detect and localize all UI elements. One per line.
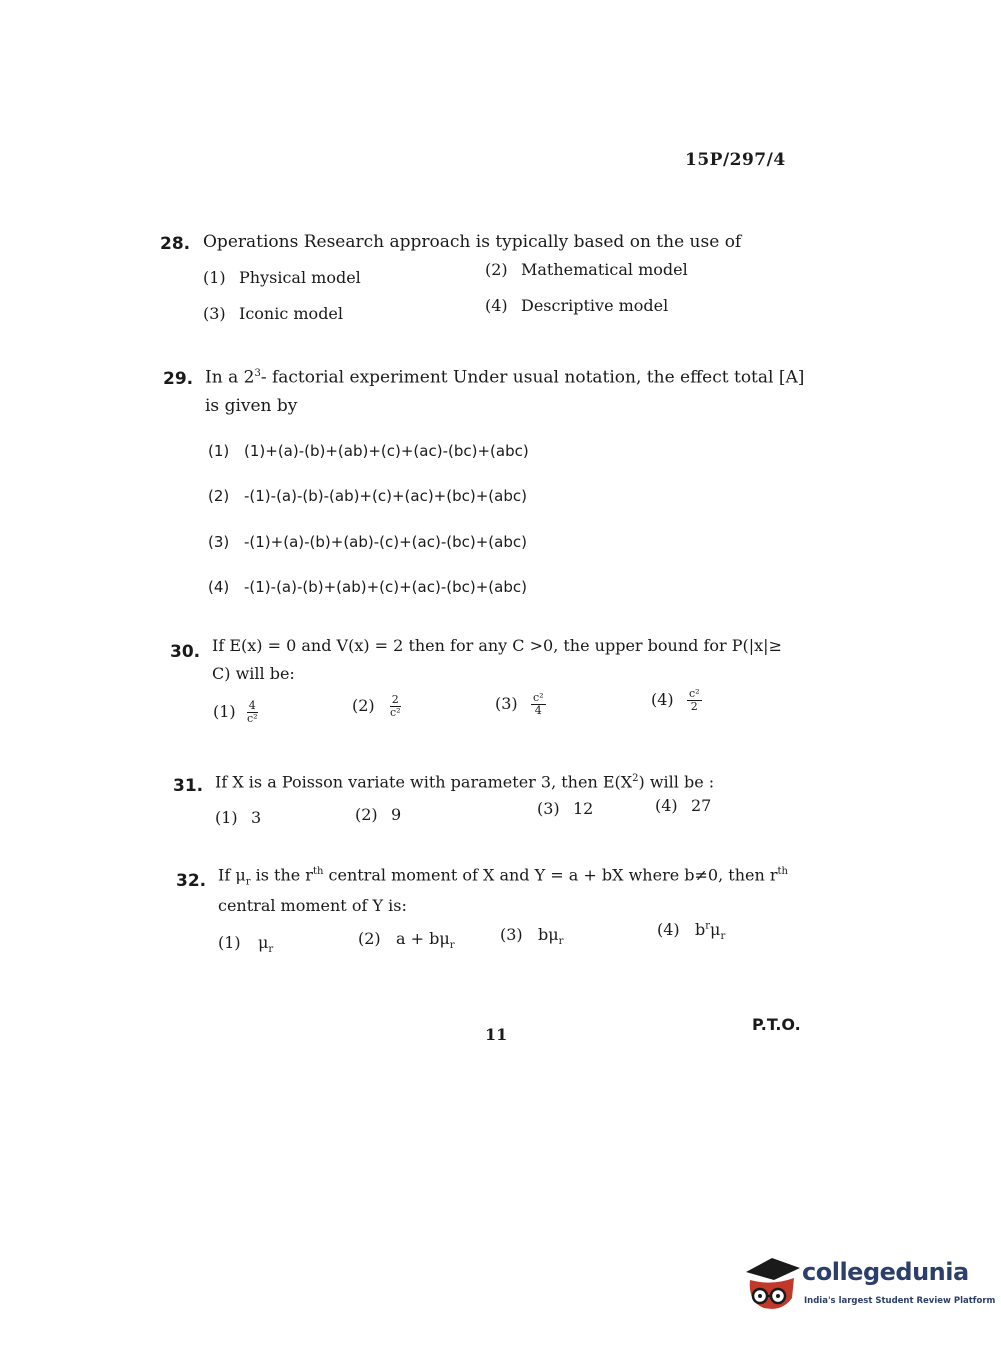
option: (4) $\frac{\text{c²}}{2}$ — [651, 687, 700, 713]
collegedunia-logo — [742, 1250, 996, 1320]
question-text: If E(x) = 0 and V(x) = 2 then for any C >0, the upper bound for P(|x|≥ — [212, 636, 782, 655]
question-text: Operations Research approach is typically based on the use of — [203, 232, 742, 252]
question-number: 31. — [173, 776, 204, 796]
option: (4) 27 — [655, 796, 712, 815]
option: (1) 3 — [215, 808, 262, 827]
option: (3) -(1)+(a)-(b)+(ab)-(c)+(ac)-(bc)+(abc) — [208, 533, 527, 551]
option: (2) 9 — [355, 805, 402, 824]
question-text: If X is a Poisson variate with parameter 3, then $E(X^2)$ will be : — [215, 772, 715, 792]
option: (3) $\frac{\text{c²}}{4}$ — [495, 691, 544, 717]
question-text: If $\mu_r$ is the $r^{th}$ central moment of X and Y = a + bX where b≠0, then $r^{th}$ — [218, 865, 788, 888]
option: (2) $a + b\mu_r$ — [358, 929, 455, 952]
option: (3) Iconic model — [203, 304, 344, 323]
option: (3) $b\mu_r$ — [500, 925, 564, 948]
logo-tagline: India's largest Student Review Platform — [804, 1296, 996, 1306]
option: (1) (1)+(a)-(b)+(ab)+(c)+(ac)-(bc)+(abc) — [208, 442, 529, 460]
option: (1) Physical model — [203, 268, 361, 287]
question-text-line2: central moment of Y is: — [218, 896, 407, 915]
option: (4) Descriptive model — [485, 296, 669, 315]
option: (1) $\mu_r$ — [218, 933, 274, 956]
page-number: 11 — [485, 1025, 508, 1044]
paper-code: 15P/297/4 — [685, 150, 786, 170]
option: (2) $\frac{2}{\text{c²}}$ — [352, 693, 401, 719]
mascot-icon — [742, 1250, 802, 1316]
option: (4) $b^r\mu_r$ — [657, 920, 726, 943]
option: (2) Mathematical model — [485, 260, 688, 279]
pto-label: P.T.O. — [752, 1015, 801, 1034]
question-number: 28. — [160, 234, 191, 254]
question-number: 29. — [163, 369, 194, 389]
question-number: 30. — [170, 642, 201, 662]
option: (4) -(1)-(a)-(b)+(ab)+(c)+(ac)-(bc)+(abc) — [208, 578, 527, 596]
question-number: 32. — [176, 871, 207, 891]
question-text-line2: C) will be: — [212, 664, 295, 683]
option: (3) 12 — [537, 799, 594, 818]
question-text-line2: is given by — [205, 396, 298, 416]
question-text: In a $2^3-$ factorial experiment Under usual notation, the effect total [A] — [205, 367, 805, 388]
logo-wordmark: collegedunia — [802, 1258, 969, 1286]
option: (1) $\frac{4}{\text{c²}}$ — [213, 699, 258, 725]
option: (2) -(1)-(a)-(b)-(ab)+(c)+(ac)+(bc)+(abc) — [208, 487, 527, 505]
